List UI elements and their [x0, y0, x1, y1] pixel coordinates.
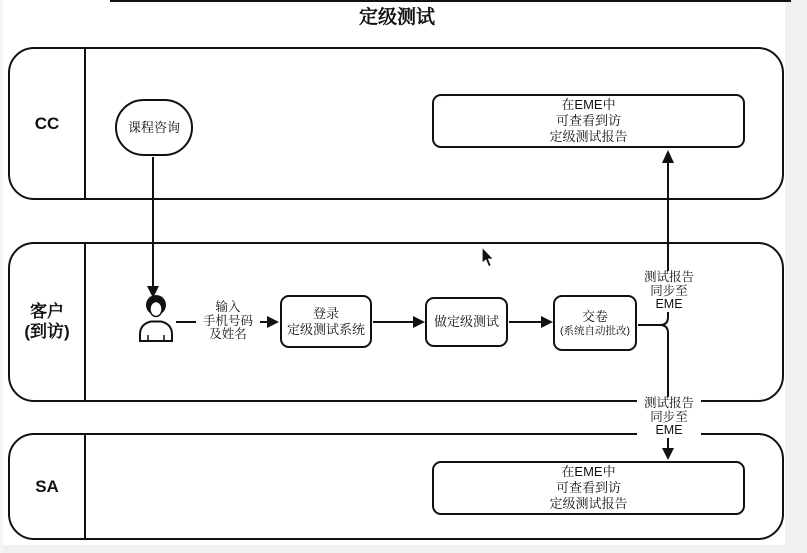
lane-label-cc: [10, 49, 84, 198]
node-text: 定级测试报告: [549, 496, 628, 511]
node-login-system[interactable]: [280, 295, 372, 348]
lane-label-text: (到访): [24, 322, 70, 341]
lane-divider: [84, 435, 86, 538]
edge-label-line: 同步至: [650, 283, 688, 298]
node-text: 课程咨询: [127, 119, 180, 135]
node-sa-report[interactable]: [432, 461, 745, 515]
node-submit-paper[interactable]: [553, 295, 637, 351]
node-subtext: (系统自动批改): [560, 324, 630, 337]
edge-label-sync-down[interactable]: [637, 397, 701, 438]
node-text: 登录: [312, 305, 339, 321]
edge-label-line: 输入: [215, 300, 241, 314]
node-text: 可查看到访: [555, 480, 621, 495]
lane-label-text: SA: [35, 476, 59, 496]
edge-label-line: EME: [655, 297, 683, 311]
edge-label-line: 同步至: [650, 409, 688, 424]
swimlane-customer[interactable]: [8, 242, 784, 402]
edge-label-sync-up[interactable]: [637, 271, 701, 312]
lane-label-text: 客户: [30, 302, 64, 321]
edge-label-line: EME: [655, 423, 683, 437]
diagram-title: 定级测试: [358, 7, 435, 28]
window-background-bottom: [0, 545, 785, 553]
node-text: 在EME中: [561, 464, 616, 479]
edge-label-line: 测试报告: [643, 270, 694, 284]
person-icon[interactable]: [138, 294, 174, 342]
mouse-cursor-icon: [481, 247, 497, 269]
node-do-test[interactable]: [425, 297, 508, 347]
lane-divider: [84, 49, 86, 198]
lane-label-customer: [10, 244, 84, 400]
node-cc-report[interactable]: [432, 94, 745, 148]
node-text: 定级测试系统: [286, 321, 365, 337]
lane-divider: [84, 244, 86, 400]
edge-label-line: 及姓名: [209, 327, 247, 341]
lane-label-text: CC: [34, 113, 60, 133]
window-background-left: [0, 0, 3, 553]
node-text: 在EME中: [561, 97, 616, 112]
node-course-consult[interactable]: [115, 99, 193, 156]
edge-label-input-info[interactable]: [196, 301, 260, 342]
node-text: 交卷: [581, 308, 608, 324]
node-text: 定级测试报告: [549, 129, 628, 144]
lane-label-sa: [10, 435, 84, 538]
window-background-right: [785, 0, 807, 553]
node-text: 做定级测试: [433, 314, 499, 329]
node-text: 可查看到访: [555, 113, 621, 128]
edge-label-line: 手机号码: [202, 313, 253, 328]
edge-label-line: 测试报告: [643, 396, 694, 410]
